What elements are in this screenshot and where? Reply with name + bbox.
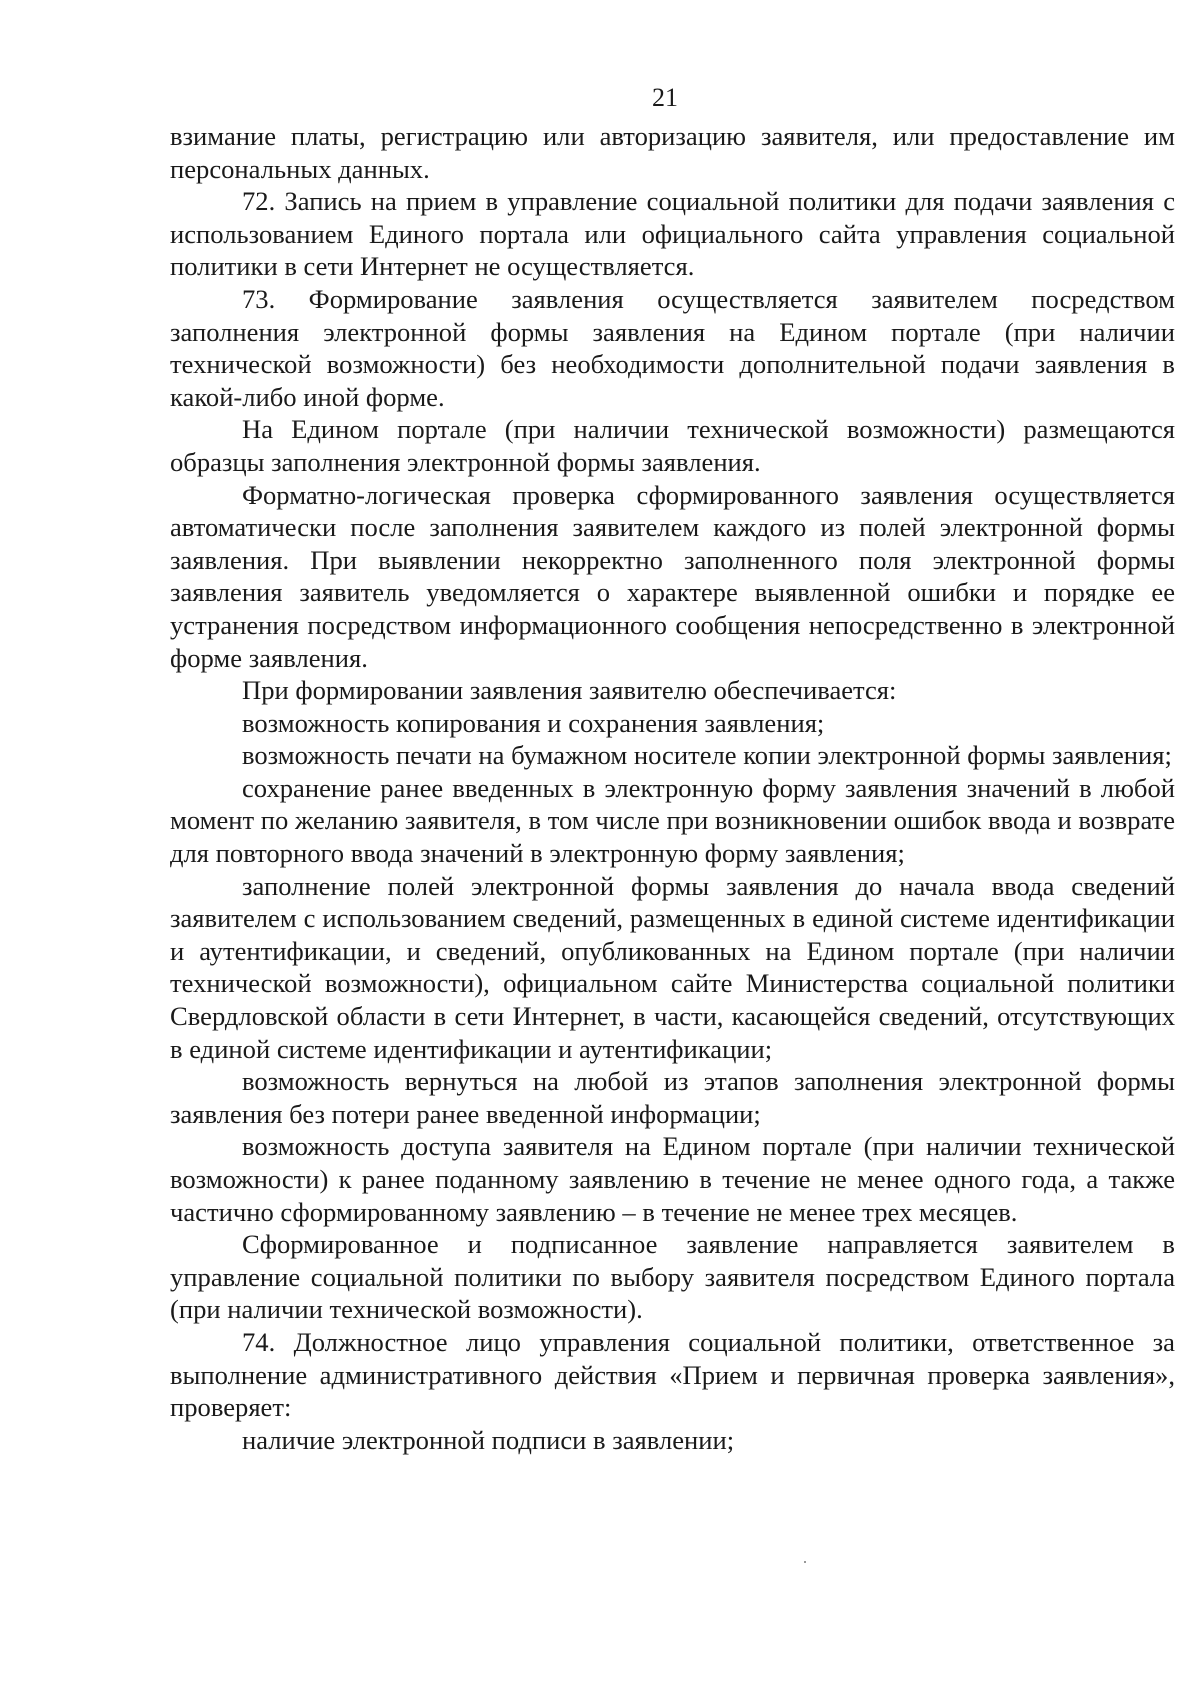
paragraph-item-74: 74. Должностное лицо управления социальной политики, ответственное за выполнение административного действия «Прием и первичная проверка заявления», проверяет: (170, 1326, 1175, 1423)
list-item: возможность вернуться на любой из этапов заполнения электронной формы заявления без потери ранее введенной информации; (170, 1066, 1175, 1129)
paragraph: Форматно-логическая проверка сформированного заявления осуществляется автоматически после заполнения заявителем каждого из полей электронной формы заявления. При выявлении некорректно заполненного поля электронной формы заявления заявитель уведомляется о характере выявленной ошибки и порядке ее устранения посредством информационного сообщения непосредственно в электронной форме заявления. (170, 479, 1175, 673)
paragraph: На Едином портале (при наличии технической возможности) размещаются образцы заполнения электронной формы заявления. (170, 414, 1175, 477)
list-item: возможность доступа заявителя на Едином портале (при наличии технической возможности) к ранее поданному заявлению в течение не менее одного года, а также частично сформированному заявлению – в течение не менее трех месяцев. (170, 1131, 1175, 1227)
scan-speck (804, 1561, 806, 1563)
paragraph: Сформированное и подписанное заявление направляется заявителем в управление социальной политики по выбору заявителя посредством Единого портала (при наличии технической возможности). (170, 1229, 1175, 1325)
paragraph: При формировании заявления заявителю обеспечивается: (242, 675, 897, 706)
list-item: возможность печати на бумажном носителе копии электронной формы заявления; (242, 740, 1172, 771)
list-item: сохранение ранее введенных в электронную форму заявления значений в любой момент по желанию заявителя, в том числе при возникновении ошибок ввода и возврате для повторного ввода значений в электронную форму заявления; (170, 772, 1175, 869)
page-number: 21 (652, 83, 678, 112)
paragraph-item-72: 72. Запись на прием в управление социальной политики для подачи заявления с использованием Единого портала или официального сайта управления социальной политики в сети Интернет не осуществляется. (170, 186, 1175, 282)
list-item: возможность копирования и сохранения заявления; (242, 707, 825, 738)
paragraph: взимание платы, регистрацию или авторизацию заявителя, или предоставление им персональных данных. (170, 121, 1175, 184)
list-item: заполнение полей электронной формы заявления до начала ввода сведений заявителем с использованием сведений, размещенных в единой системе идентификации и аутентификации, и сведений, опубликованных на Едином портале (при наличии технической возможности), официальном сайте Министерства социальной политики Свердловской области в сети Интернет, в части, касающейся сведений, отсутствующих в единой системе идентификации и аутентификации; (170, 870, 1175, 1064)
document-body (170, 120, 1175, 1456)
list-item: наличие электронной подписи в заявлении; (242, 1424, 735, 1455)
paragraph-item-73: 73. Формирование заявления осуществляется заявителем посредством заполнения электронной формы заявления на Едином портале (при наличии технической возможности) без необходимости дополнительной подачи заявления в какой-либо иной форме. (170, 283, 1175, 412)
